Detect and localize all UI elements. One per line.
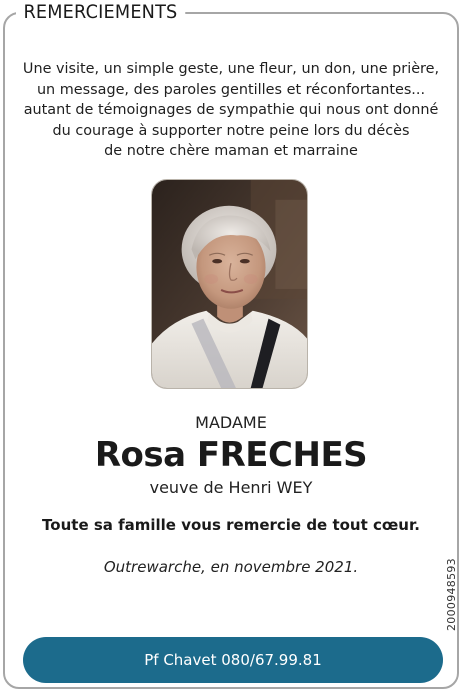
notice-heading: REMERCIEMENTS: [16, 0, 185, 24]
deceased-name: Rosa FRECHES: [94, 435, 368, 475]
funeral-home-contact: Pf Chavet 080/67.99.81: [23, 637, 443, 683]
intro-line: Une visite, un simple geste, une fleur, un don, une prière,: [22, 61, 440, 77]
place-date: Outrewarche, en novembre 2021.: [103, 558, 359, 576]
intro-line: du courage à supporter notre peine lors du décès: [52, 122, 410, 139]
civility-label: MADAME: [195, 413, 267, 432]
intro-line: autant de témoignages de sympathie qui nous ont donné: [23, 102, 439, 118]
portrait-photo: [151, 179, 308, 389]
intro-line: de notre chère maman et marraine: [104, 143, 358, 159]
reference-number: 2000948593: [445, 558, 458, 631]
intro-line: un message, des paroles gentilles et réconfortantes...: [36, 81, 426, 98]
intro-text: [0, 59, 462, 162]
thanks-message: Toute sa famille vous remercie de tout cœur.: [42, 516, 420, 534]
deceased-relation: veuve de Henri WEY: [149, 478, 313, 497]
